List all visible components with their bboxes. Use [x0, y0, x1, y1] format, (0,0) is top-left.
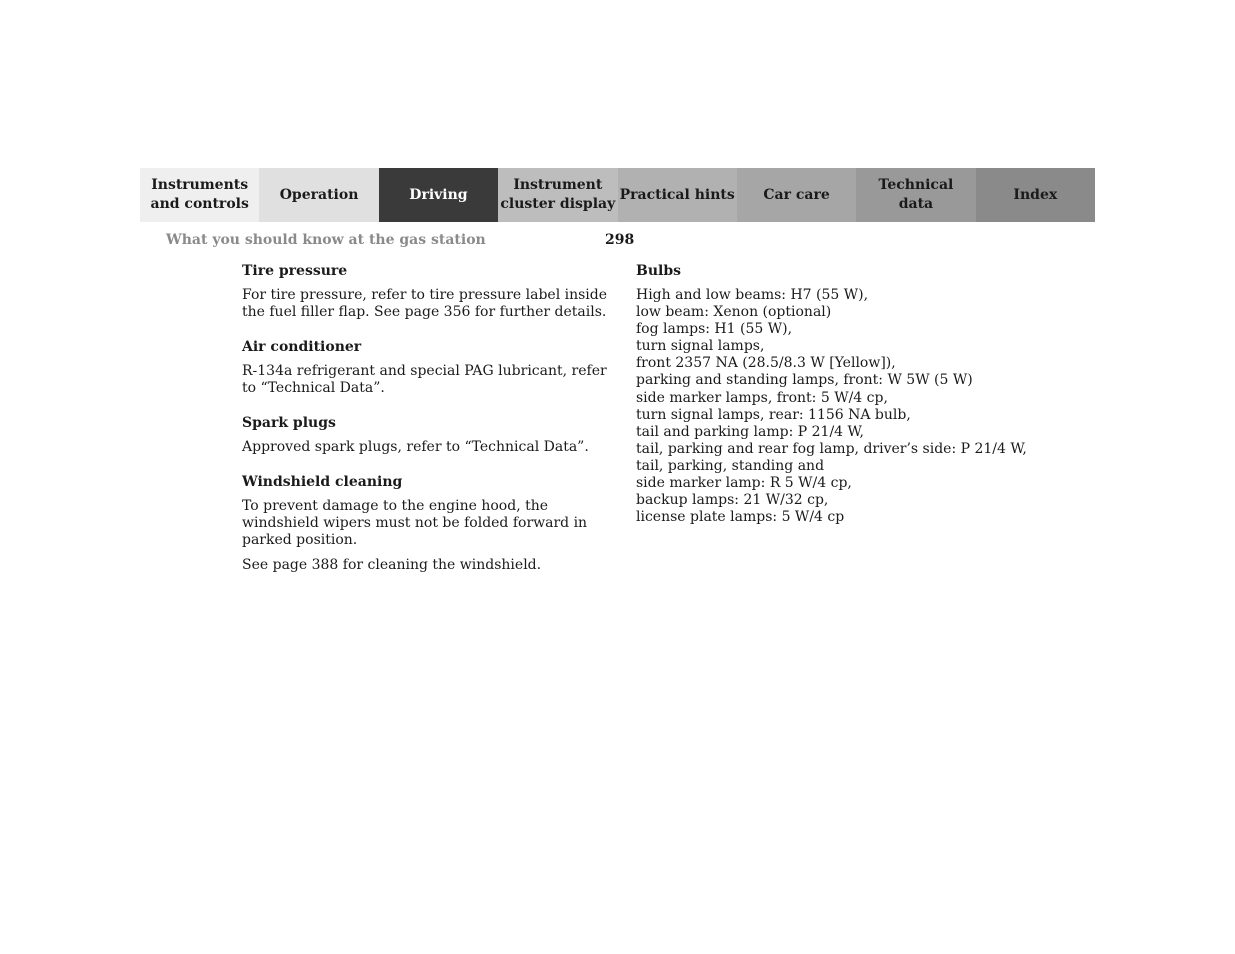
windshield-cleaning-text: To prevent damage to the engine hood, the windshield wipers must not be folded forward in parked position.: [242, 498, 588, 548]
air-conditioner-heading: Air conditioner: [242, 339, 362, 355]
tab-practical-hints[interactable]: Practical hints: [618, 168, 737, 222]
spark-plugs-text: Approved spark plugs, refer to “Technical Data”.: [242, 439, 589, 455]
bulb-line: fog lamps: H1 (55 W),: [636, 321, 793, 338]
bulb-line: tail, parking, standing and: [636, 457, 825, 474]
tab-index[interactable]: Index: [976, 168, 1095, 222]
air-conditioner-text: R-134a refrigerant and special PAG lubricant, refer to “Technical Data”.: [242, 363, 607, 396]
bulbs-list: [636, 287, 1036, 526]
chapter-navigation: [140, 168, 1095, 222]
bulb-line: High and low beams: H7 (55 W),: [636, 287, 869, 303]
right-column: [636, 262, 1036, 526]
tire-pressure-text: For tire pressure, refer to tire pressure label inside the fuel filler flap. See page 356 for further details.: [242, 287, 608, 320]
spark-plugs-section: [242, 414, 612, 456]
bulb-line: turn signal lamps,: [636, 338, 765, 355]
left-column: [242, 262, 612, 591]
bulb-line: parking and standing lamps, front: W 5W (5 W): [636, 372, 973, 389]
tab-car-care[interactable]: Car care: [737, 168, 856, 222]
page-number: 298: [605, 232, 635, 248]
bulb-line: turn signal lamps, rear: 1156 NA bulb,: [636, 406, 911, 423]
tire-pressure-heading: Tire pressure: [242, 263, 348, 279]
air-conditioner-section: [242, 338, 612, 397]
bulb-line: tail and parking lamp: P 21/4 W,: [636, 423, 864, 440]
tab-instruments-and-controls[interactable]: Instruments and controls: [140, 168, 259, 222]
bulb-line: backup lamps: 21 W/32 cp,: [636, 492, 829, 509]
bulb-line: low beam: Xenon (optional): [636, 304, 832, 321]
spark-plugs-heading: Spark plugs: [242, 415, 336, 431]
tire-pressure-section: [242, 262, 612, 321]
section-title: What you should know at the gas station: [166, 232, 486, 248]
windshield-cleaning-page-reference: See page 388 for cleaning the windshield.: [242, 557, 542, 573]
bulb-line: side marker lamp: R 5 W/4 cp,: [636, 475, 852, 492]
bulb-line: license plate lamps: 5 W/4 cp: [636, 509, 845, 526]
bulb-line: side marker lamps, front: 5 W/4 cp,: [636, 389, 888, 406]
tab-instrument-cluster-display[interactable]: Instrument cluster display: [498, 168, 617, 222]
tab-operation[interactable]: Operation: [259, 168, 378, 222]
tab-driving[interactable]: Driving: [379, 168, 498, 222]
bulb-line: front 2357 NA (28.5/8.3 W [Yellow]),: [636, 355, 896, 372]
bulb-line: tail, parking and rear fog lamp, driver’s side: P 21/4 W,: [636, 440, 1027, 457]
tab-technical-data[interactable]: Technical data: [856, 168, 975, 222]
windshield-cleaning-section: [242, 473, 612, 574]
bulbs-heading: Bulbs: [636, 263, 682, 279]
windshield-cleaning-heading: Windshield cleaning: [242, 474, 403, 490]
